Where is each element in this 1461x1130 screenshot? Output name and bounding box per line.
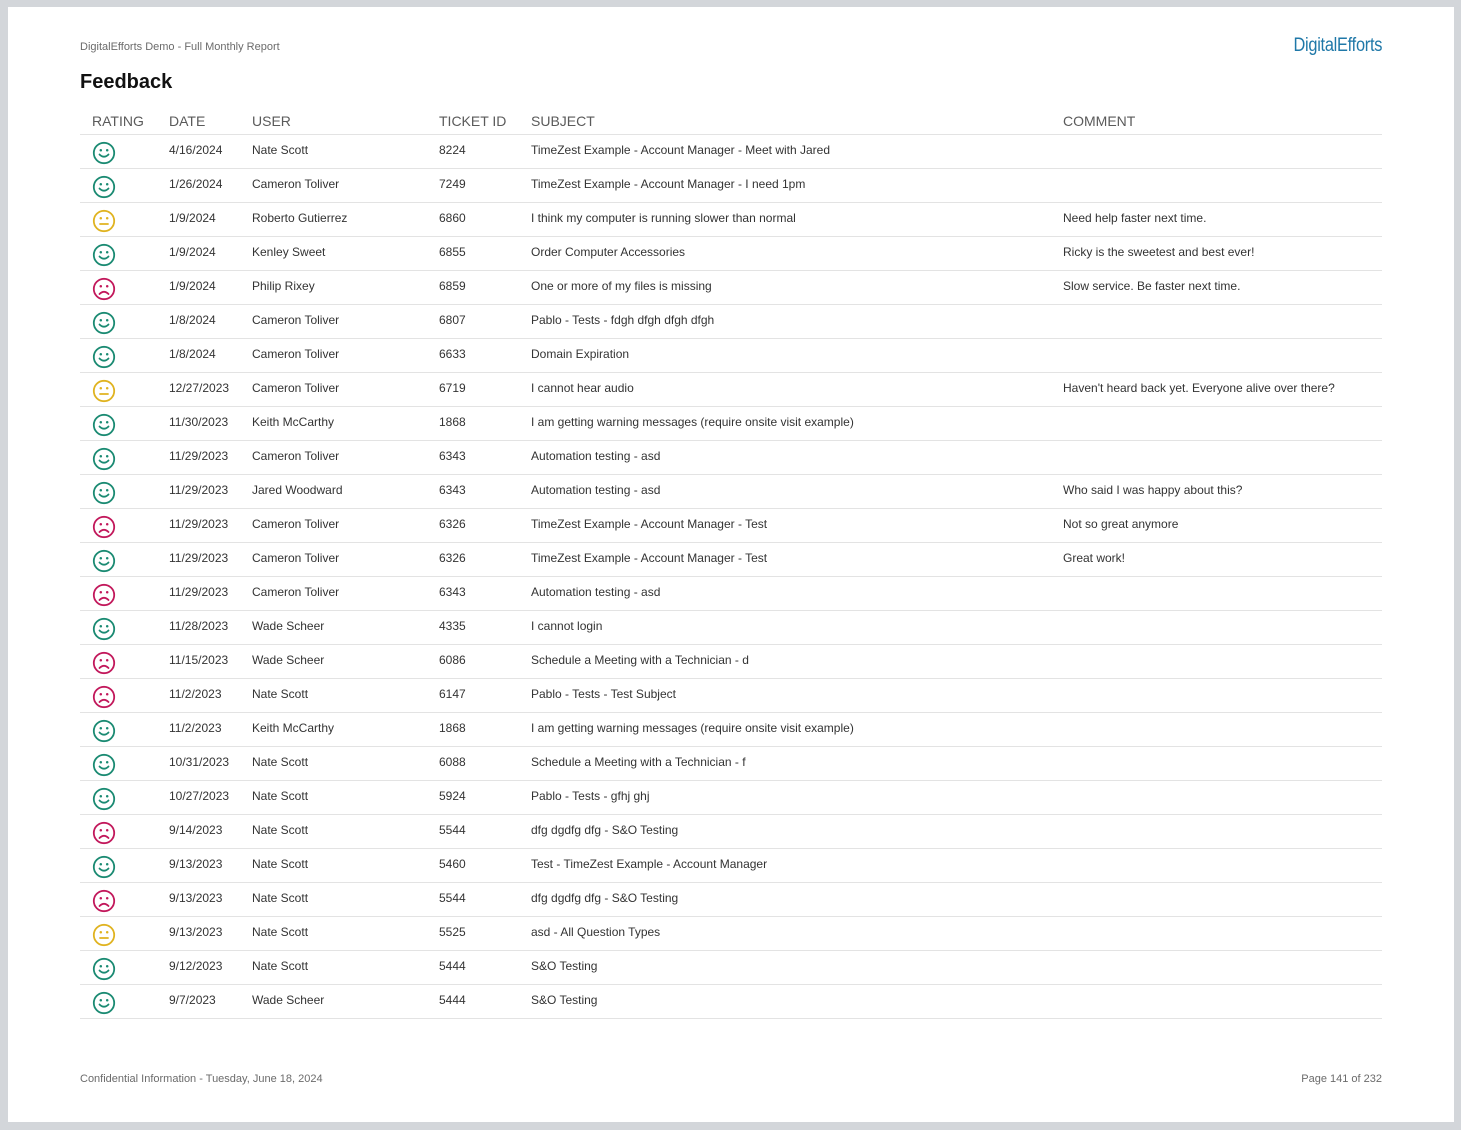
cell-rating — [80, 203, 157, 237]
cell-date: 12/27/2023 — [157, 373, 240, 407]
cell-date: 11/15/2023 — [157, 645, 240, 679]
cell-date: 9/13/2023 — [157, 917, 240, 951]
cell-comment — [1051, 713, 1382, 747]
cell-date: 4/16/2024 — [157, 135, 240, 169]
table-row — [80, 917, 1382, 951]
cell-subject: Automation testing - asd — [519, 441, 1051, 475]
cell-rating — [80, 135, 157, 169]
cell-comment — [1051, 135, 1382, 169]
cell-subject: I cannot login — [519, 611, 1051, 645]
cell-subject: Automation testing - asd — [519, 475, 1051, 509]
rating-happy-face-icon — [92, 957, 157, 981]
cell-ticket-id: 5460 — [427, 849, 519, 883]
table-row — [80, 373, 1382, 407]
cell-rating — [80, 679, 157, 713]
cell-ticket-id: 5924 — [427, 781, 519, 815]
cell-subject: TimeZest Example - Account Manager - Test — [519, 543, 1051, 577]
cell-subject: Pablo - Tests - gfhj ghj — [519, 781, 1051, 815]
cell-subject: Schedule a Meeting with a Technician - d — [519, 645, 1051, 679]
cell-ticket-id: 6147 — [427, 679, 519, 713]
cell-subject: asd - All Question Types — [519, 917, 1051, 951]
cell-rating — [80, 951, 157, 985]
cell-subject: Schedule a Meeting with a Technician - f — [519, 747, 1051, 781]
cell-ticket-id: 6326 — [427, 509, 519, 543]
cell-subject: Pablo - Tests - Test Subject — [519, 679, 1051, 713]
cell-date: 9/14/2023 — [157, 815, 240, 849]
cell-ticket-id: 6633 — [427, 339, 519, 373]
cell-comment: Great work! — [1051, 543, 1382, 577]
cell-comment: Who said I was happy about this? — [1051, 475, 1382, 509]
column-header-user: USER — [240, 108, 427, 135]
cell-rating — [80, 849, 157, 883]
cell-user: Roberto Gutierrez — [240, 203, 427, 237]
cell-rating — [80, 475, 157, 509]
rating-happy-face-icon — [92, 855, 157, 879]
cell-ticket-id: 8224 — [427, 135, 519, 169]
cell-rating — [80, 543, 157, 577]
cell-date: 1/8/2024 — [157, 339, 240, 373]
cell-user: Keith McCarthy — [240, 713, 427, 747]
cell-user: Nate Scott — [240, 883, 427, 917]
column-header-rating: RATING — [80, 108, 157, 135]
cell-subject: Automation testing - asd — [519, 577, 1051, 611]
cell-ticket-id: 5525 — [427, 917, 519, 951]
cell-date: 11/2/2023 — [157, 679, 240, 713]
cell-user: Cameron Toliver — [240, 373, 427, 407]
cell-subject: S&O Testing — [519, 985, 1051, 1019]
cell-rating — [80, 577, 157, 611]
section-title: Feedback — [80, 71, 173, 93]
cell-comment — [1051, 917, 1382, 951]
table-row — [80, 951, 1382, 985]
table-row — [80, 203, 1382, 237]
cell-user: Jared Woodward — [240, 475, 427, 509]
rating-happy-face-icon — [92, 719, 157, 743]
cell-comment — [1051, 781, 1382, 815]
cell-date: 11/29/2023 — [157, 543, 240, 577]
table-row — [80, 713, 1382, 747]
cell-user: Nate Scott — [240, 815, 427, 849]
feedback-table — [80, 108, 1382, 1019]
cell-comment — [1051, 305, 1382, 339]
cell-rating — [80, 169, 157, 203]
cell-subject: dfg dgdfg dfg - S&O Testing — [519, 815, 1051, 849]
cell-date: 9/13/2023 — [157, 849, 240, 883]
rating-happy-face-icon — [92, 141, 157, 165]
cell-date: 11/29/2023 — [157, 509, 240, 543]
cell-date: 9/7/2023 — [157, 985, 240, 1019]
rating-happy-face-icon — [92, 447, 157, 471]
cell-ticket-id: 6343 — [427, 577, 519, 611]
cell-subject: TimeZest Example - Account Manager - Meet with Jared — [519, 135, 1051, 169]
cell-comment: Need help faster next time. — [1051, 203, 1382, 237]
cell-comment: Ricky is the sweetest and best ever! — [1051, 237, 1382, 271]
cell-subject: Domain Expiration — [519, 339, 1051, 373]
cell-date: 1/9/2024 — [157, 203, 240, 237]
rating-happy-face-icon — [92, 243, 157, 267]
cell-rating — [80, 407, 157, 441]
table-row — [80, 747, 1382, 781]
rating-happy-face-icon — [92, 413, 157, 437]
footer-confidential: Confidential Information - Tuesday, June 18, 2024 — [80, 1073, 323, 1085]
column-header-comment: COMMENT — [1051, 108, 1382, 135]
rating-sad-face-icon — [92, 277, 157, 301]
cell-subject: S&O Testing — [519, 951, 1051, 985]
table-row — [80, 781, 1382, 815]
table-row — [80, 645, 1382, 679]
cell-subject: dfg dgdfg dfg - S&O Testing — [519, 883, 1051, 917]
cell-subject: Pablo - Tests - fdgh dfgh dfgh dfgh — [519, 305, 1051, 339]
table-row — [80, 883, 1382, 917]
cell-rating — [80, 917, 157, 951]
rating-happy-face-icon — [92, 991, 157, 1015]
cell-date: 9/13/2023 — [157, 883, 240, 917]
report-page — [8, 7, 1454, 1122]
cell-subject: One or more of my files is missing — [519, 271, 1051, 305]
column-header-subject: SUBJECT — [519, 108, 1051, 135]
report-title: DigitalEfforts Demo - Full Monthly Report — [80, 41, 280, 53]
table-row — [80, 441, 1382, 475]
cell-rating — [80, 339, 157, 373]
table-row — [80, 305, 1382, 339]
cell-ticket-id: 6343 — [427, 441, 519, 475]
cell-rating — [80, 747, 157, 781]
table-row — [80, 543, 1382, 577]
rating-happy-face-icon — [92, 787, 157, 811]
cell-ticket-id: 6807 — [427, 305, 519, 339]
cell-rating — [80, 441, 157, 475]
cell-ticket-id: 6326 — [427, 543, 519, 577]
cell-ticket-id: 5444 — [427, 951, 519, 985]
cell-user: Cameron Toliver — [240, 169, 427, 203]
cell-subject: I am getting warning messages (require onsite visit example) — [519, 713, 1051, 747]
cell-ticket-id: 1868 — [427, 407, 519, 441]
cell-comment — [1051, 679, 1382, 713]
cell-comment — [1051, 577, 1382, 611]
rating-happy-face-icon — [92, 345, 157, 369]
cell-user: Cameron Toliver — [240, 543, 427, 577]
table-row — [80, 237, 1382, 271]
cell-comment — [1051, 747, 1382, 781]
rating-happy-face-icon — [92, 175, 157, 199]
cell-subject: TimeZest Example - Account Manager - Test — [519, 509, 1051, 543]
rating-happy-face-icon — [92, 481, 157, 505]
cell-date: 10/31/2023 — [157, 747, 240, 781]
cell-user: Nate Scott — [240, 679, 427, 713]
cell-rating — [80, 883, 157, 917]
cell-date: 11/29/2023 — [157, 577, 240, 611]
cell-date: 1/8/2024 — [157, 305, 240, 339]
table-row — [80, 815, 1382, 849]
rating-happy-face-icon — [92, 617, 157, 641]
rating-sad-face-icon — [92, 583, 157, 607]
cell-ticket-id: 6860 — [427, 203, 519, 237]
rating-neutral-face-icon — [92, 923, 157, 947]
table-row — [80, 509, 1382, 543]
cell-ticket-id: 6719 — [427, 373, 519, 407]
cell-user: Nate Scott — [240, 781, 427, 815]
cell-date: 10/27/2023 — [157, 781, 240, 815]
cell-rating — [80, 611, 157, 645]
rating-sad-face-icon — [92, 685, 157, 709]
rating-sad-face-icon — [92, 821, 157, 845]
table-row — [80, 849, 1382, 883]
cell-comment — [1051, 645, 1382, 679]
rating-happy-face-icon — [92, 753, 157, 777]
cell-ticket-id: 1868 — [427, 713, 519, 747]
cell-date: 11/29/2023 — [157, 475, 240, 509]
cell-date: 1/9/2024 — [157, 237, 240, 271]
rating-sad-face-icon — [92, 889, 157, 913]
cell-comment: Haven't heard back yet. Everyone alive over there? — [1051, 373, 1382, 407]
cell-date: 1/26/2024 — [157, 169, 240, 203]
cell-subject: I cannot hear audio — [519, 373, 1051, 407]
table-row — [80, 611, 1382, 645]
rating-neutral-face-icon — [92, 379, 157, 403]
cell-rating — [80, 271, 157, 305]
cell-user: Wade Scheer — [240, 611, 427, 645]
cell-subject: Order Computer Accessories — [519, 237, 1051, 271]
cell-ticket-id: 7249 — [427, 169, 519, 203]
cell-user: Nate Scott — [240, 135, 427, 169]
cell-date: 11/2/2023 — [157, 713, 240, 747]
cell-date: 11/30/2023 — [157, 407, 240, 441]
rating-sad-face-icon — [92, 651, 157, 675]
feedback-table-body — [80, 135, 1382, 1019]
cell-rating — [80, 713, 157, 747]
cell-comment — [1051, 339, 1382, 373]
table-row — [80, 169, 1382, 203]
cell-user: Cameron Toliver — [240, 441, 427, 475]
table-row — [80, 577, 1382, 611]
cell-ticket-id: 6086 — [427, 645, 519, 679]
rating-neutral-face-icon — [92, 209, 157, 233]
cell-user: Wade Scheer — [240, 645, 427, 679]
cell-comment — [1051, 951, 1382, 985]
cell-subject: I am getting warning messages (require onsite visit example) — [519, 407, 1051, 441]
cell-rating — [80, 237, 157, 271]
cell-comment — [1051, 815, 1382, 849]
cell-subject: TimeZest Example - Account Manager - I need 1pm — [519, 169, 1051, 203]
table-row — [80, 271, 1382, 305]
cell-date: 11/28/2023 — [157, 611, 240, 645]
cell-ticket-id: 4335 — [427, 611, 519, 645]
cell-user: Keith McCarthy — [240, 407, 427, 441]
cell-user: Cameron Toliver — [240, 509, 427, 543]
rating-happy-face-icon — [92, 311, 157, 335]
cell-rating — [80, 781, 157, 815]
digitalefforts-logo: DigitalEfforts — [1293, 35, 1382, 56]
cell-subject: I think my computer is running slower than normal — [519, 203, 1051, 237]
cell-user: Cameron Toliver — [240, 339, 427, 373]
cell-ticket-id: 6859 — [427, 271, 519, 305]
cell-comment: Slow service. Be faster next time. — [1051, 271, 1382, 305]
table-row — [80, 407, 1382, 441]
cell-user: Nate Scott — [240, 747, 427, 781]
cell-ticket-id: 6343 — [427, 475, 519, 509]
table-row — [80, 985, 1382, 1019]
table-row — [80, 679, 1382, 713]
rating-happy-face-icon — [92, 549, 157, 573]
footer-page-number: Page 141 of 232 — [1301, 1073, 1382, 1085]
cell-ticket-id: 5544 — [427, 883, 519, 917]
cell-date: 11/29/2023 — [157, 441, 240, 475]
cell-ticket-id: 6088 — [427, 747, 519, 781]
table-row — [80, 475, 1382, 509]
cell-comment — [1051, 985, 1382, 1019]
cell-ticket-id: 5444 — [427, 985, 519, 1019]
cell-user: Nate Scott — [240, 849, 427, 883]
cell-rating — [80, 305, 157, 339]
table-row — [80, 339, 1382, 373]
cell-rating — [80, 373, 157, 407]
cell-user: Wade Scheer — [240, 985, 427, 1019]
column-header-date: DATE — [157, 108, 240, 135]
cell-date: 1/9/2024 — [157, 271, 240, 305]
cell-user: Philip Rixey — [240, 271, 427, 305]
cell-user: Nate Scott — [240, 917, 427, 951]
cell-comment — [1051, 611, 1382, 645]
cell-rating — [80, 985, 157, 1019]
cell-comment — [1051, 169, 1382, 203]
cell-ticket-id: 5544 — [427, 815, 519, 849]
cell-comment — [1051, 849, 1382, 883]
cell-comment — [1051, 883, 1382, 917]
table-header-row — [80, 108, 1382, 135]
cell-subject: Test - TimeZest Example - Account Manager — [519, 849, 1051, 883]
cell-rating — [80, 815, 157, 849]
column-header-ticket-id: TICKET ID — [427, 108, 519, 135]
cell-user: Nate Scott — [240, 951, 427, 985]
cell-user: Cameron Toliver — [240, 305, 427, 339]
cell-rating — [80, 509, 157, 543]
cell-ticket-id: 6855 — [427, 237, 519, 271]
cell-comment: Not so great anymore — [1051, 509, 1382, 543]
cell-rating — [80, 645, 157, 679]
rating-sad-face-icon — [92, 515, 157, 539]
cell-comment — [1051, 407, 1382, 441]
cell-comment — [1051, 441, 1382, 475]
cell-date: 9/12/2023 — [157, 951, 240, 985]
table-row — [80, 135, 1382, 169]
cell-user: Cameron Toliver — [240, 577, 427, 611]
cell-user: Kenley Sweet — [240, 237, 427, 271]
